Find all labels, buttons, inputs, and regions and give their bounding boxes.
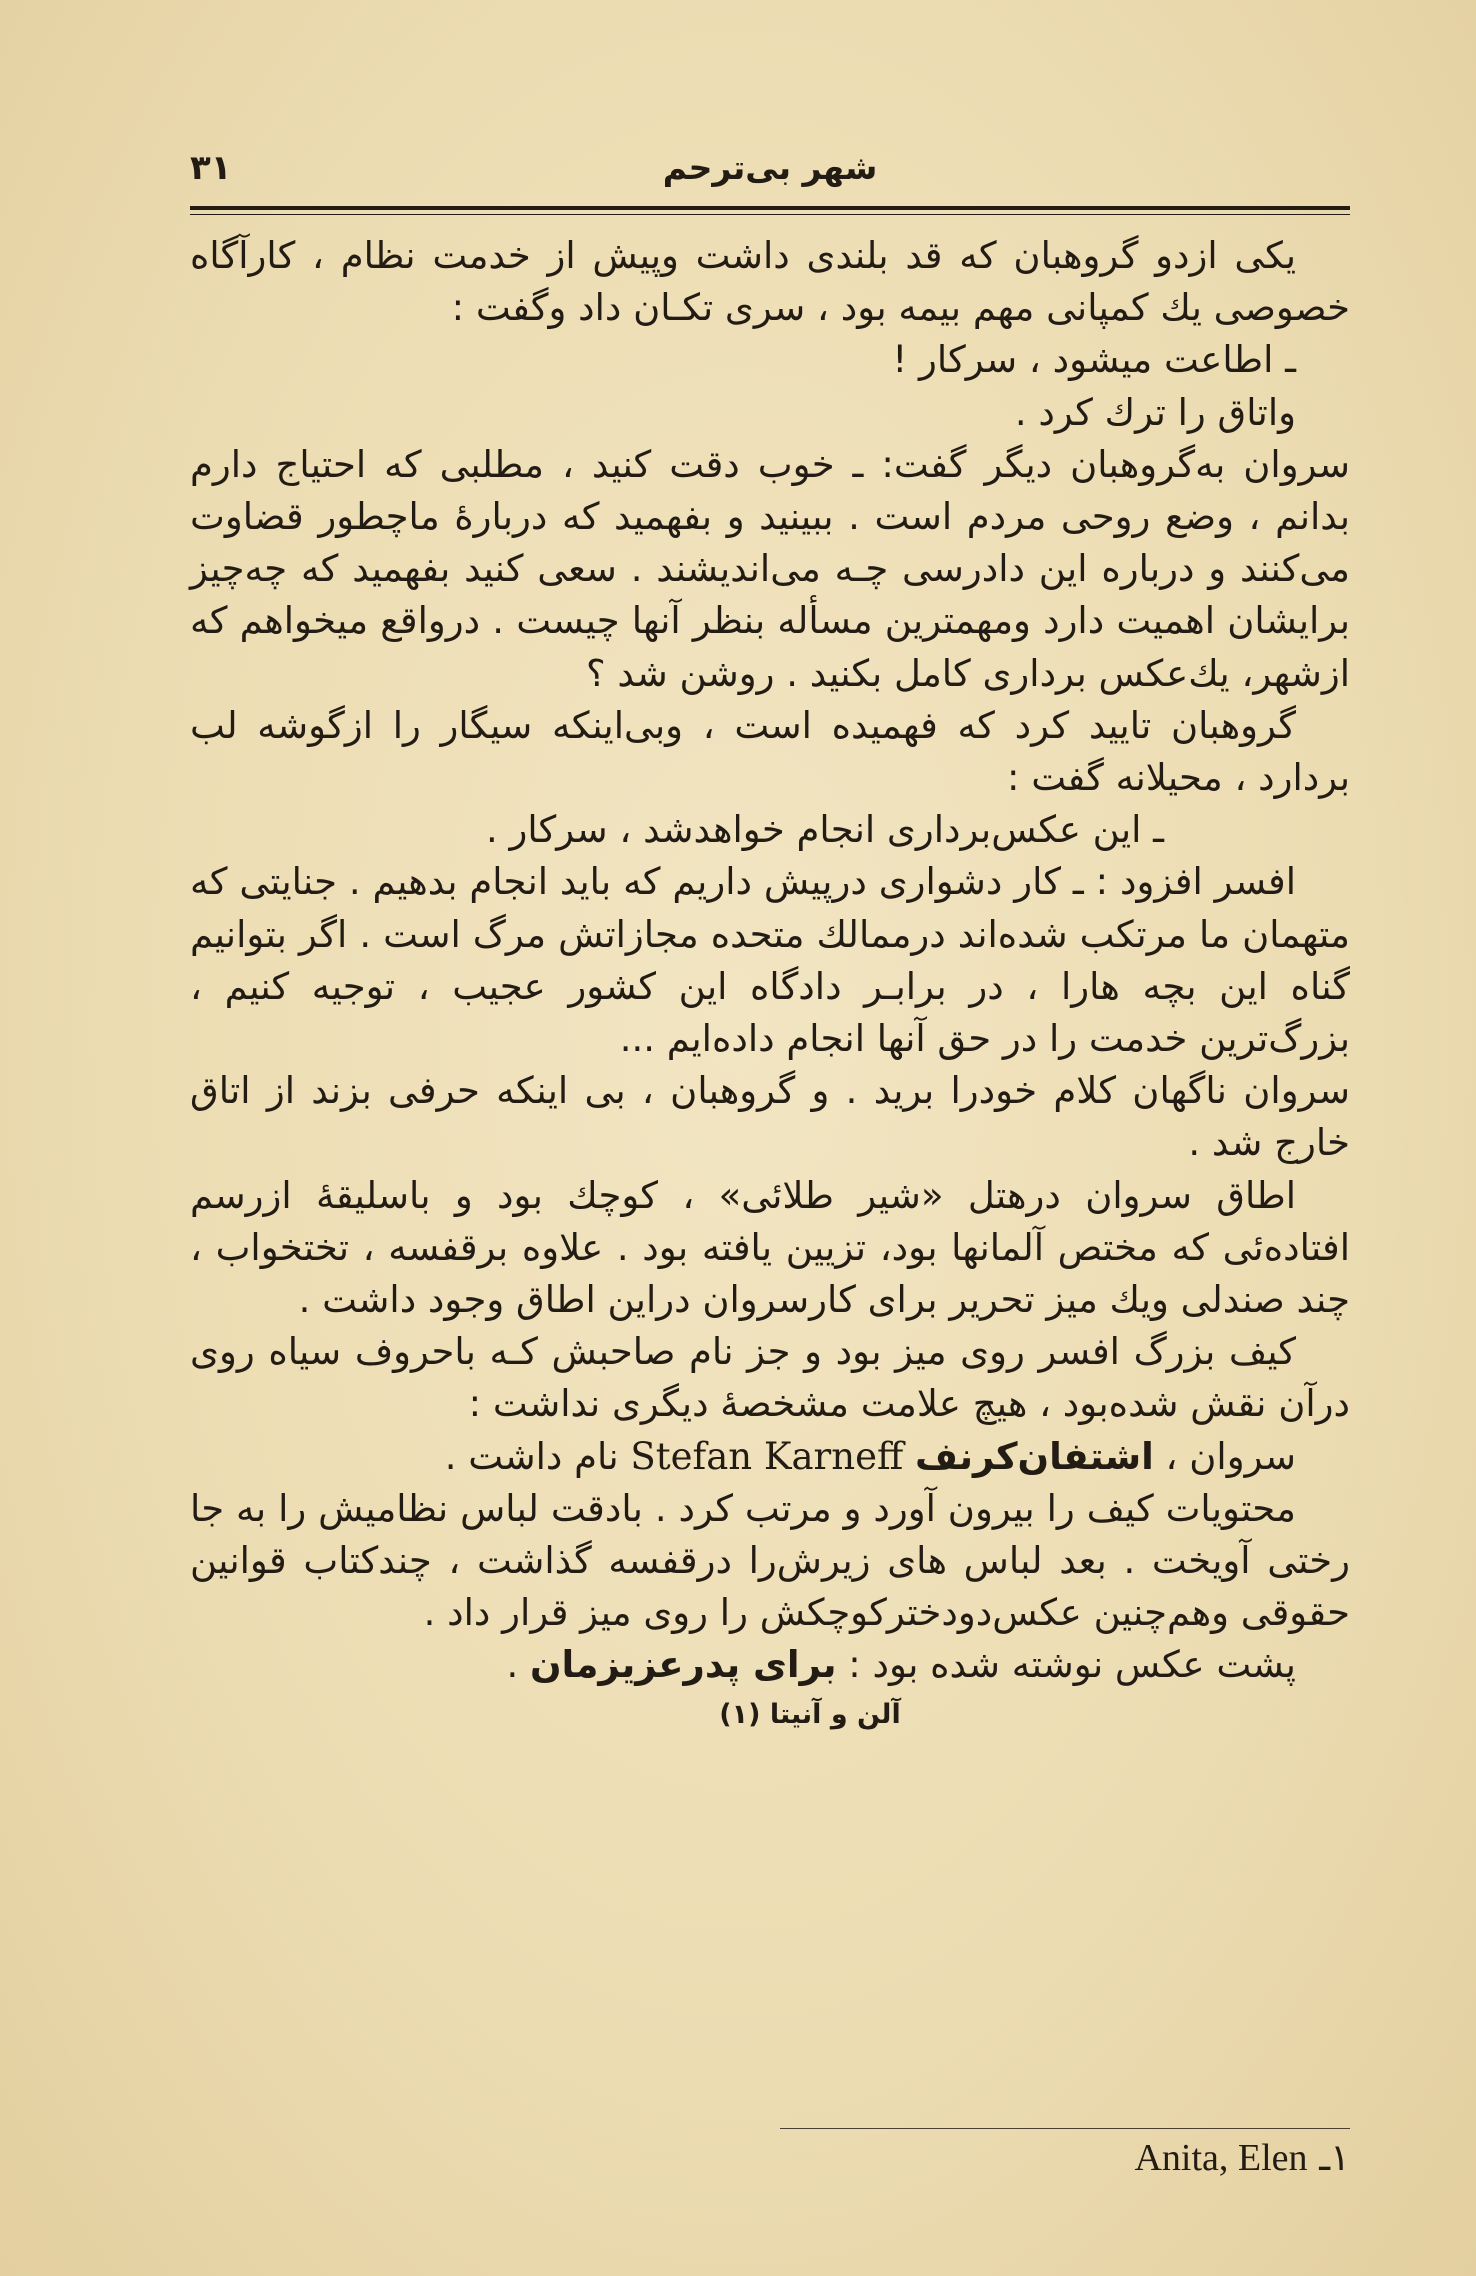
footnote-rule — [780, 2128, 1350, 2129]
photo-line-prefix: پشت عکس نوشته شده بود : — [848, 1643, 1296, 1687]
photo-line-suffix: . — [506, 1643, 519, 1687]
paragraph: افسر افزود : ـ کار دشواری درپیش داریم که باید انجام بدهیم . جنایتی که متهمان ما مرتکب شده‌اند درممالك متحده مجازاتش مرگ است . اگر بتوانیم گناه این بچه هارا ، در برابـر دادگاه این کشور عجیب ، توجیه کنیم ، بزرگ‌ترین خدمت را در حق آنها انجام داده‌ایم ... — [190, 860, 1350, 1061]
paragraph: اطاق سروان درهتل «شیر طلائی» ، کوچك بود و باسلیقهٔ ازرسم افتاده‌ئی که مختص آلمانها بود، تزیین یافته بود . علاوه برقفسه ، تختخواب ، چند صندلی ویك میز تحریر برای کارسروان دراین اطاق وجود داشت . — [190, 1173, 1350, 1322]
footnote-text: Anita, Elen — [1134, 2137, 1308, 2179]
paragraph: محتویات کیف را بیرون آورد و مرتب کرد . بادقت لباس نظامیش را به جا رختی آویخت . بعد لباس های زیرش‌را درقفسه گذاشت ، چندکتاب قوانین حقوقی وهم‌چنین عکس‌دودخترکوچکش را روی میز قرار داد . — [190, 1486, 1350, 1635]
page-header — [190, 148, 1350, 200]
paragraph: کیف بزرگ افسر روی میز بود و جز نام صاحبش کـه باحروف سیاه روی درآن نقش شده‌بود ، هیچ علامت مشخصهٔ دیگری نداشت : — [190, 1330, 1350, 1426]
dialogue-line: ـ این عکس‌برداری انجام خواهدشد ، سرکار . — [485, 808, 1165, 852]
dialogue-line: ـ اطاعت میشود ، سرکار ! — [892, 338, 1296, 382]
page-number: ٣١ — [190, 148, 232, 188]
latin-name: Stefan Karneff — [630, 1434, 904, 1478]
paragraph: گروهبان تایید کرد که فهمیده است ، وبی‌اینکه سیگار را ازگوشه لب بردارد ، محیلانه گفت : — [190, 703, 1350, 800]
header-rule — [190, 206, 1350, 210]
persian-name: اشتفان‌کرنف — [915, 1434, 1154, 1478]
paragraph: یکی ازدو گروهبان که قد بلندی داشت وپیش از خدمت نظام ، کارآگاه خصوصی یك کمپانی مهم بیمه بود ، سری تکـان داد وگفت : — [190, 234, 1350, 330]
photo-line — [190, 1639, 1350, 1691]
name-line-prefix: سروان ، — [1165, 1434, 1296, 1478]
header-rule-thin — [190, 214, 1350, 215]
name-line-suffix: نام داشت . — [444, 1434, 619, 1478]
paragraph: سروان به‌گروهبان دیگر گفت: ـ خوب دقت کنید ، مطلبی که احتیاج دارم بدانم ، وضع روحی مردم است . ببینید و بفهمید که دربارهٔ ماچطور قضاوت می‌کنند و درباره این دادرسی چـه می‌اندیشند . سعی کنید بفهمید که چه‌چیز برایشان اهمیت دارد ومهمترین مسأله بنظر آنها چیست . درواقع میخواهم که ازشهر، یك‌عکس برداری کامل بکنید . روشن شد ؟ — [190, 442, 1350, 695]
signature: آلن و آنیتا (١) — [719, 1698, 901, 1730]
running-title: شهر بی‌ترحم — [662, 148, 878, 187]
body-text — [190, 230, 1350, 1738]
dedication: برای پدرعزیزمان — [529, 1643, 837, 1687]
footnote — [780, 2130, 1350, 2186]
footnote-marker: ١ـ — [1319, 2136, 1350, 2179]
paragraph: سروان ناگهان کلام خودرا برید . و گروهبان ، بی اینکه حرفی بزند از اتاق خارج شد . — [190, 1069, 1350, 1165]
name-line — [190, 1431, 1350, 1483]
paragraph: واتاق را ترك کرد . — [1014, 390, 1296, 434]
